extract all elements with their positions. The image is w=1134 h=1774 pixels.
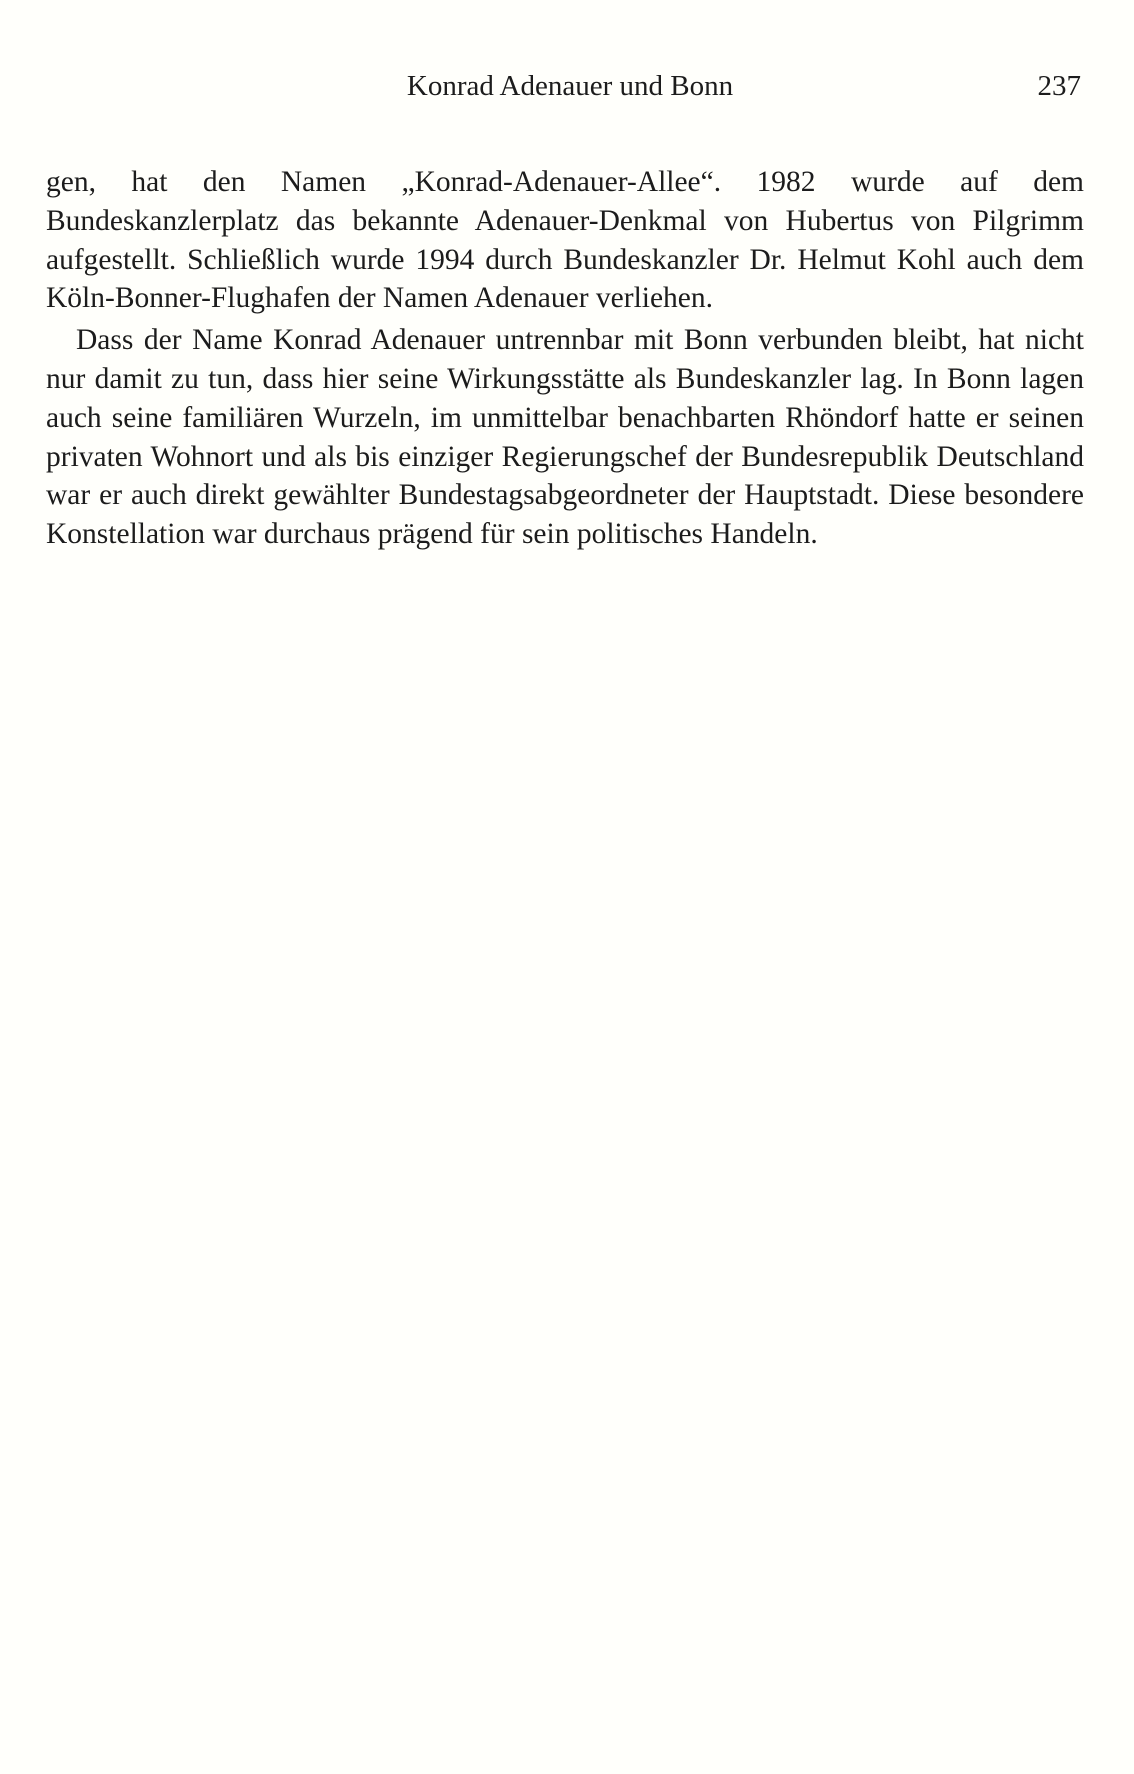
paragraph: Dass der Name Konrad Adenauer untrennbar mit Bonn verbunden bleibt, hat nicht nur damit zu tun, dass hier seine Wirkungsstätte als Bundeskanzler lag. In Bonn lagen auch seine familiären Wurzeln, im unmittelbar benachbarten Rhöndorf hatte er seinen privaten Wohnort und als bis einziger Regierungschef der Bundesrepublik Deutschland war er auch direkt gewählter Bundestagsabgeordneter der Hauptstadt. Diese besondere Konstellation war durchaus prägend für sein politisches Handeln. <box>46 324 1084 551</box>
running-title: Konrad Adenauer und Bonn <box>406 70 734 102</box>
page-number: 237 <box>1037 70 1081 102</box>
running-head <box>0 66 1134 106</box>
body-text <box>46 163 1084 554</box>
paragraph: gen, hat den Namen „Konrad-Adenauer-Allee“. 1982 wurde auf dem Bundeskanzlerplatz das bekannte Adenauer-Denkmal von Hubertus von Pilgrimm aufgestellt. Schließlich wurde 1994 durch Bundeskanzler Dr. Helmut Kohl auch dem Köln-Bonner-Flughafen der Namen Adenauer verliehen. <box>46 166 1084 315</box>
